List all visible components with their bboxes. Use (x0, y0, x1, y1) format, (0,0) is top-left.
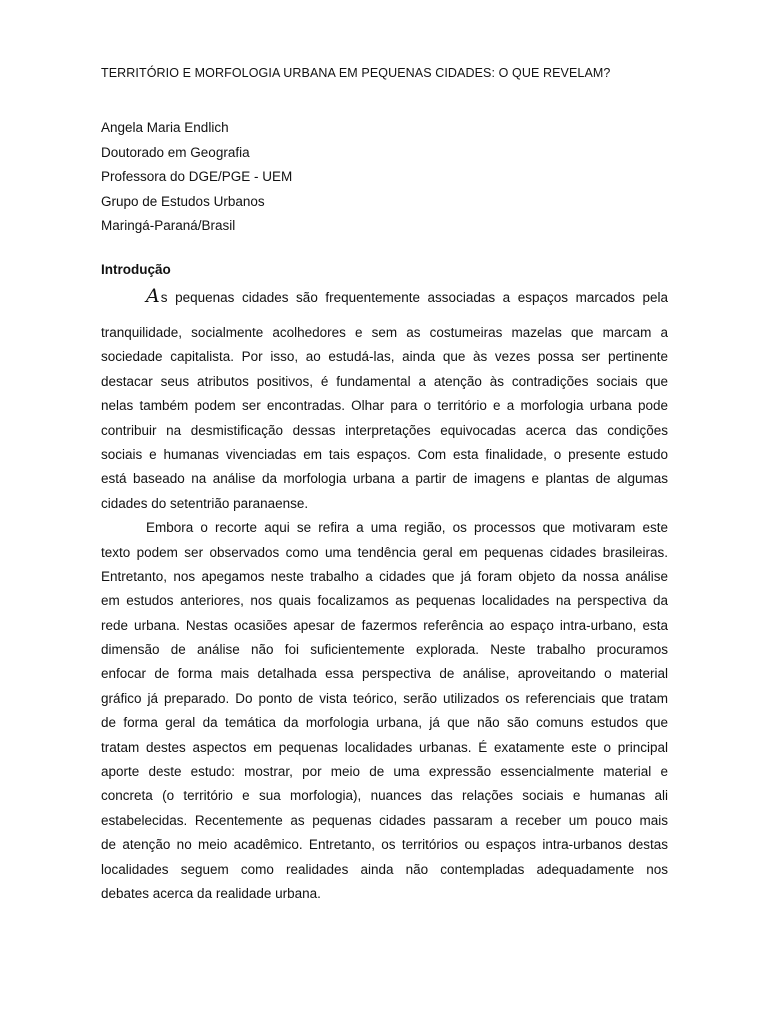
author-position: Professora do DGE/PGE - UEM (101, 169, 293, 184)
paragraph-2 (101, 516, 668, 906)
text-line: de atenção no meio acadêmico. Entretanto, os territórios ou espaços intra-urbanos destas (101, 837, 668, 853)
author-degree: Doutorado em Geografia (101, 144, 250, 160)
author-block (101, 116, 292, 239)
paragraph-1 (101, 321, 668, 516)
text-line: tranquilidade, socialmente acolhedores e sem as costumeiras mazelas que marcam a (101, 325, 668, 340)
text-line: contribuir na desmistificação dessas interpretações equivocadas acerca das condições (101, 422, 668, 438)
text-line: texto podem ser observados como uma tendência geral em pequenas cidades brasileiras. (101, 544, 668, 560)
text-line: debates acerca da realidade urbana. (101, 885, 321, 901)
text-line: enfocar de forma mais detalhada essa perspectiva de análise, aproveitando o material (101, 666, 668, 682)
first-line-text: s pequenas cidades são frequentemente associadas a espaços marcados pela (160, 290, 668, 305)
text-line: destacar seus atributos positivos, é fundamental a atenção às contradições sociais que (101, 373, 668, 389)
text-line: em estudos anteriores, nos quais focalizamos as pequenas localidades na perspectiva da (101, 593, 668, 609)
text-line: tratam destes aspectos em pequenas localidades urbanas. É exatamente este o principal (101, 739, 668, 755)
text-line: Entretanto, nos apegamos neste trabalho a cidades que já foram objeto da nossa análise (101, 568, 668, 584)
text-line: está baseado na análise da morfologia urbana a partir de imagens e plantas de algumas (101, 471, 668, 487)
text-line: sociedade capitalista. Por isso, ao estudá-las, ainda que às vezes possa ser pertinente (101, 349, 668, 365)
text-line: cidades do setentrião paranaense. (101, 495, 309, 511)
text-line: aporte deste estudo: mostrar, por meio de uma expressão essencialmente material e (101, 764, 668, 780)
section-heading: Introdução (101, 262, 171, 277)
document-title: TERRITÓRIO E MORFOLOGIA URBANA EM PEQUENAS CIDADES: O QUE REVELAM? (101, 66, 611, 80)
text-line: gráfico já preparado. Do ponto de vista teórico, serão utilizados os referenciais que tratam (101, 690, 668, 706)
author-location: Maringá-Paraná/Brasil (101, 218, 236, 233)
text-line: estabelecidas. Recentemente as pequenas cidades passaram a receber um pouco mais (101, 812, 668, 828)
text-line: sociais e humanas vivenciadas em tais espaços. Com esta finalidade, o presente estudo (101, 446, 668, 462)
text-line: localidades seguem como realidades ainda não contempladas adequadamente nos (101, 861, 668, 877)
text-line: concreta (o território e sua morfologia), nuances das relações sociais e humanas ali (101, 788, 668, 804)
text-line: Embora o recorte aqui se refira a uma região, os processos que motivaram este (146, 520, 668, 536)
dropcap-letter: A (146, 285, 160, 307)
paragraph-first-line (146, 285, 668, 307)
text-line: dimensão de análise não foi suficientemente explorada. Neste trabalho procuramos (101, 642, 668, 658)
text-line: rede urbana. Nestas ocasiões apesar de fazermos referência ao espaço intra-urbano, esta (101, 617, 668, 633)
body-text (101, 321, 668, 906)
author-group: Grupo de Estudos Urbanos (101, 193, 265, 209)
text-line: de forma geral da temática da morfologia urbana, já que não são comuns estudos que (101, 715, 668, 731)
author-name: Angela Maria Endlich (101, 120, 229, 135)
text-line: nelas também podem ser encontradas. Olhar para o território e a morfologia urbana pode (101, 398, 668, 414)
